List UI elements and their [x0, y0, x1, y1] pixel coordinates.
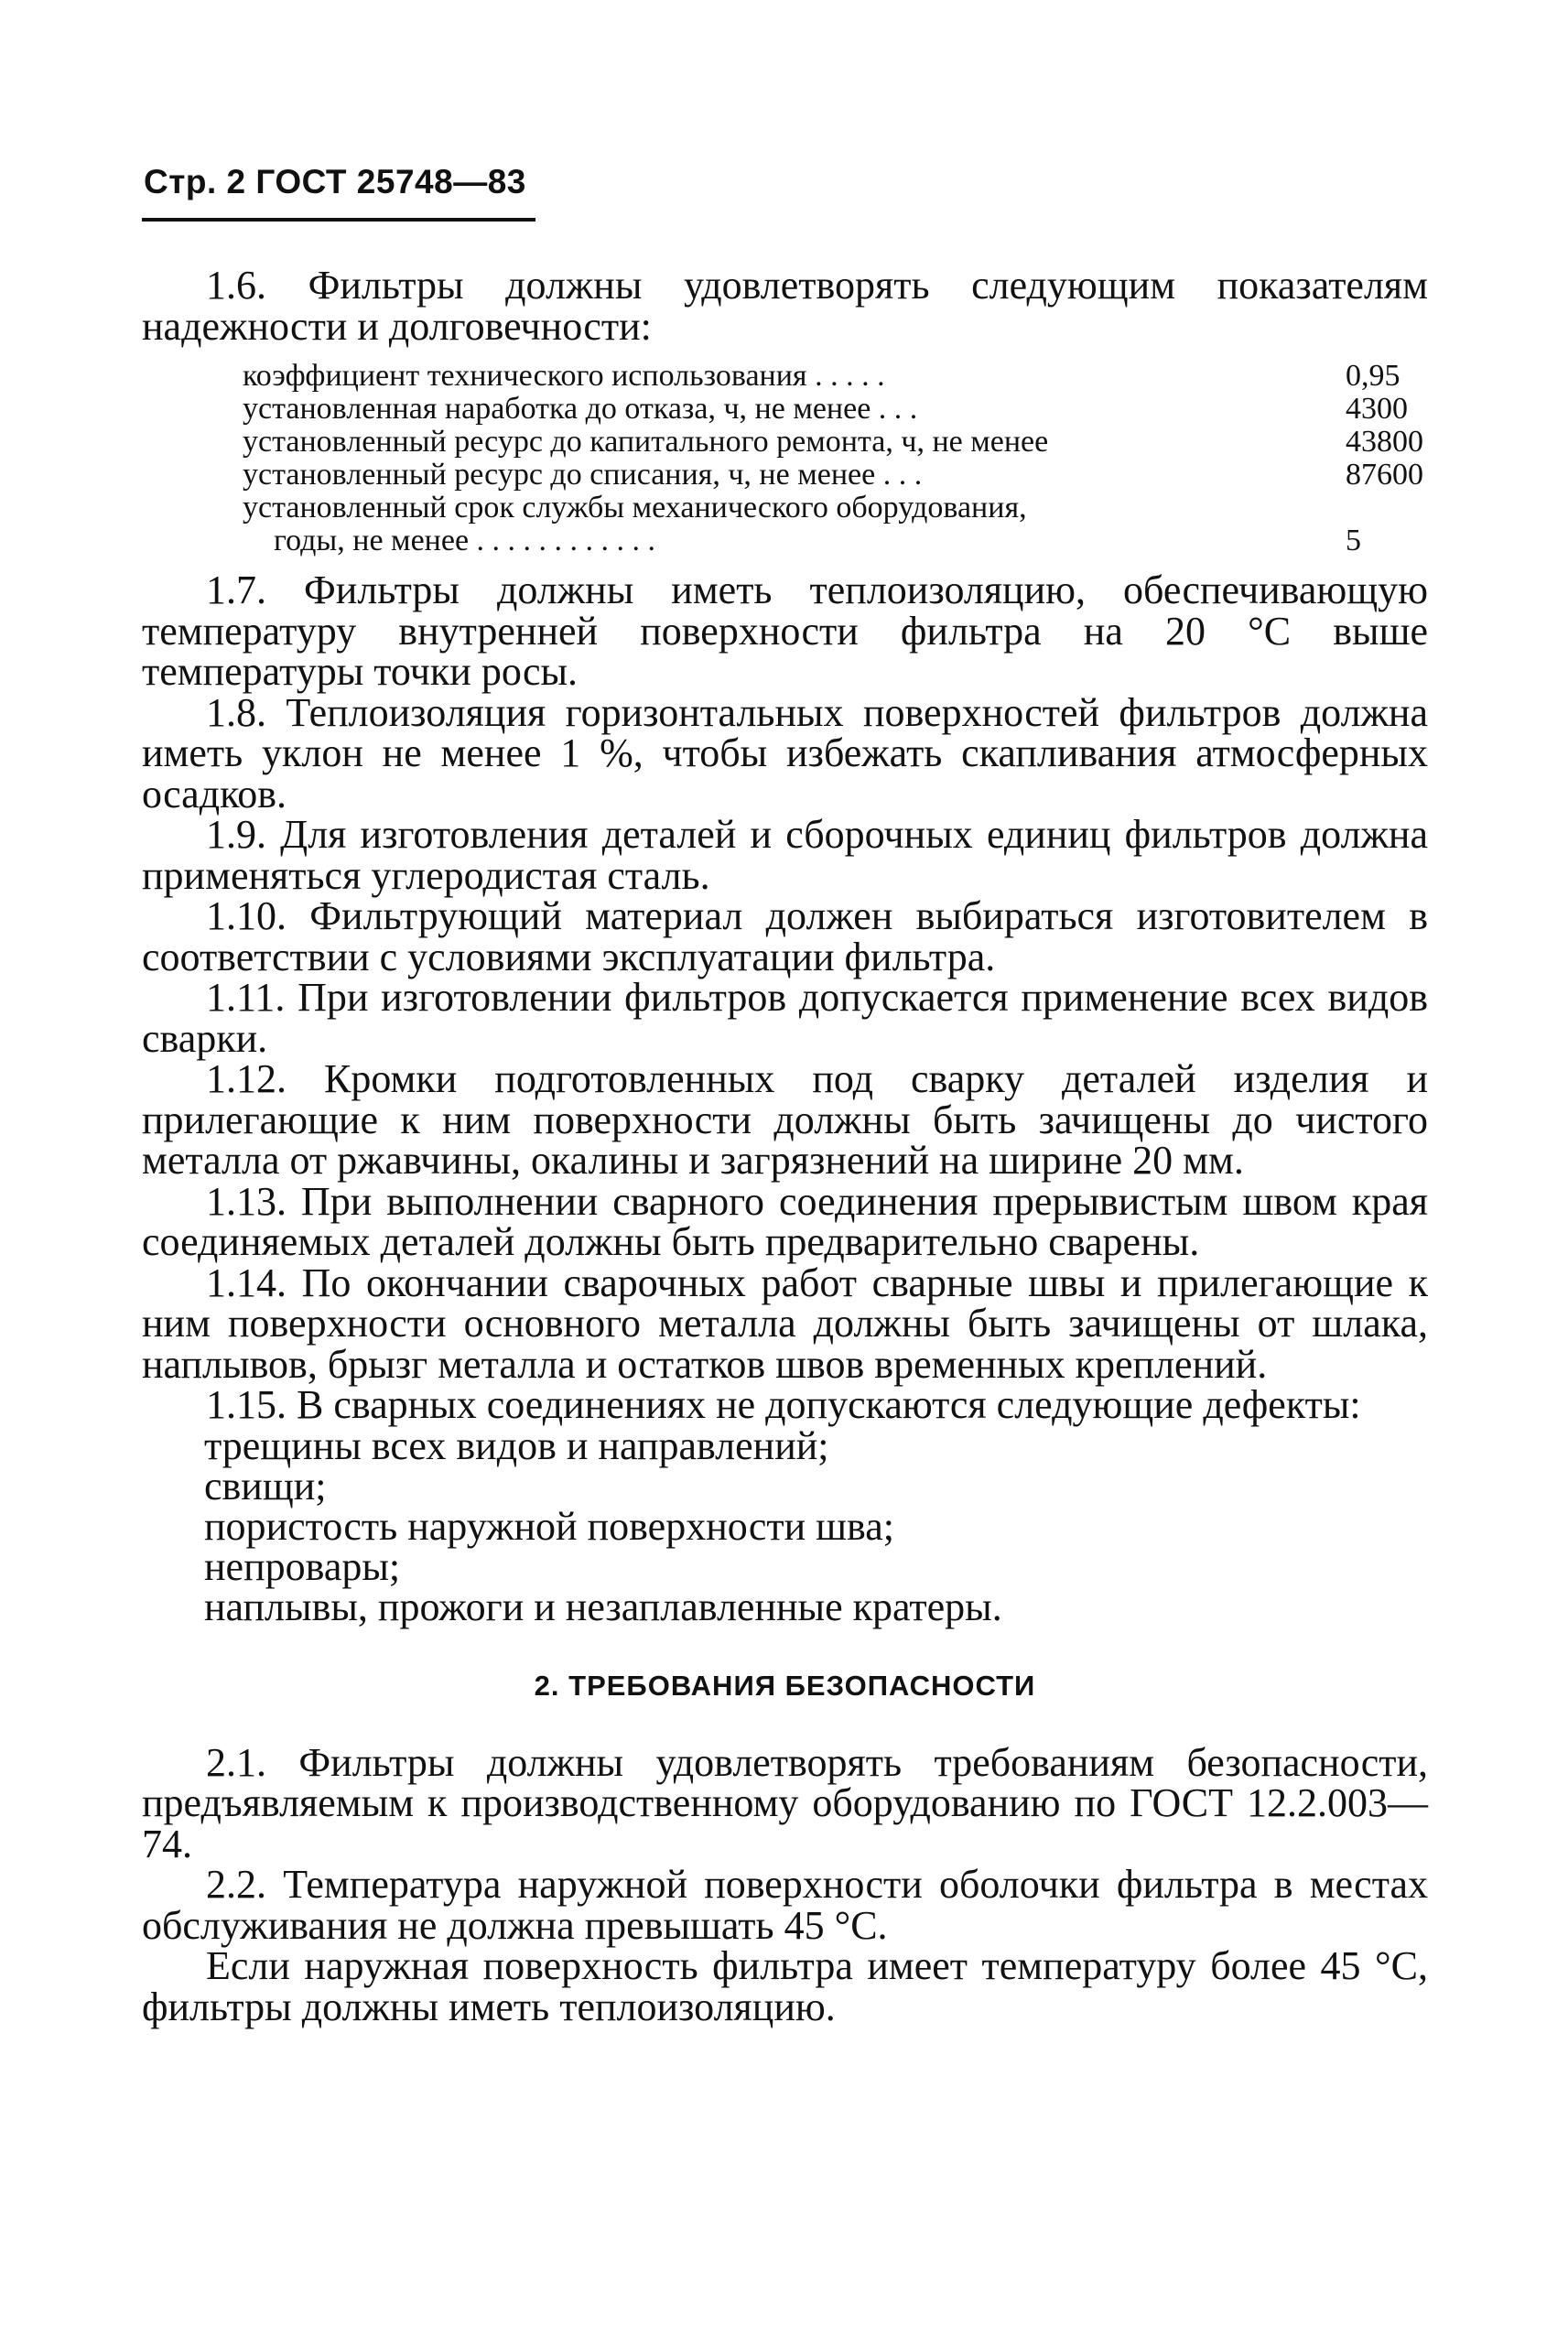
spec-value: 0,95: [1346, 359, 1400, 393]
spec-label: установленный ресурс до капитального ремонта, ч, не менее: [243, 425, 1049, 459]
paragraph-2-2-note: Если наружная поверхность фильтра имеет температуру более 45 °С, фильтры должны иметь теплоизоляцию.: [142, 1943, 1428, 2029]
list-item: пористость наружной поверхности шва;: [204, 1503, 894, 1549]
paragraph-2-1: 2.1. Фильтры должны удовлетворять требованиям безопасности, предъявляемым к производственному оборудованию по ГОСТ 12.2.003—74.: [142, 1739, 1428, 1866]
defects-list: [142, 1422, 1428, 1629]
paragraph-1-7: 1.7. Фильтры должны иметь теплоизоляцию, обеспечивающую температуру внутренней поверхности фильтра на 20 °С выше температуры точки росы.: [142, 568, 1428, 694]
spec-label: коэффициент технического использования . . . . .: [243, 359, 885, 393]
list-item: наплывы, прожоги и незаплавленные кратеры.: [204, 1584, 1002, 1629]
spec-row: [243, 393, 1442, 426]
reliability-spec-list: [243, 360, 1442, 557]
spec-value: 5: [1346, 524, 1361, 557]
paragraph-1-11: 1.11. При изготовлении фильтров допускается применение всех видов сварки.: [142, 975, 1428, 1061]
spec-label: установленный ресурс до списания, ч, не менее . . .: [243, 458, 923, 492]
spec-value: 43800: [1346, 425, 1423, 459]
list-item: трещины всех видов и направлений;: [204, 1422, 829, 1468]
header-rule: [142, 218, 535, 222]
paragraph-1-12: 1.12. Кромки подготовленных под сварку деталей изделия и прилегающие к ним поверхности должны быть зачищены до чистого металла от ржавчины, окалины и загрязнений на ширине 20 мм.: [142, 1056, 1428, 1183]
paragraph-1-13: 1.13. При выполнении сварного соединения прерывистым швом края соединяемых деталей должны быть предварительно сварены.: [142, 1178, 1428, 1264]
paragraph-1-10: 1.10. Фильтрующий материал должен выбираться изготовителем в соответствии с условиями эксплуатации фильтра.: [142, 893, 1428, 979]
spec-row: [243, 524, 1442, 557]
spec-row: [243, 459, 1442, 492]
spec-value: 87600: [1346, 458, 1423, 492]
spec-label: годы, не менее . . . . . . . . . . . .: [274, 524, 656, 557]
spec-row: [243, 360, 1442, 393]
spec-label: установленная наработка до отказа, ч, не менее . . .: [243, 392, 918, 426]
paragraph-2-2: 2.2. Температура наружной поверхности оболочки фильтра в местах обслуживания не должна превышать 45 °С.: [142, 1862, 1428, 1948]
paragraph-1-9: 1.9. Для изготовления деталей и сборочных единиц фильтров должна применяться углеродистая сталь.: [142, 812, 1428, 898]
paragraph-1-6: 1.6. Фильтры должны удовлетворять следующим показателям надежности и долговечности:: [142, 263, 1428, 349]
page-header: Стр. 2 ГОСТ 25748—83: [144, 163, 526, 200]
section-2-title: 2. ТРЕБОВАНИЯ БЕЗОПАСНОСТИ: [534, 1669, 1036, 1702]
paragraph-1-8: 1.8. Теплоизоляция горизонтальных поверхностей фильтров должна иметь уклон не менее 1 %, чтобы избежать скапливания атмосферных осадков.: [142, 689, 1428, 816]
list-item: свищи;: [204, 1463, 327, 1509]
spec-row: [243, 492, 1442, 524]
spec-row: [243, 426, 1442, 459]
spec-value: 4300: [1346, 392, 1408, 426]
spec-value: [1346, 492, 1442, 524]
spec-label: установленный срок службы механического оборудования,: [243, 491, 1027, 524]
document-body: [142, 265, 1428, 2028]
paragraph-1-15: 1.15. В сварных соединениях не допускаются следующие дефекты:: [206, 1382, 1361, 1427]
paragraph-1-14: 1.14. По окончании сварочных работ сварные швы и прилегающие к ним поверхности основного металла должны быть зачищены от шлака, наплывов, брызг металла и остатков швов временных креплений.: [142, 1260, 1428, 1387]
list-item: непровары;: [204, 1543, 401, 1589]
